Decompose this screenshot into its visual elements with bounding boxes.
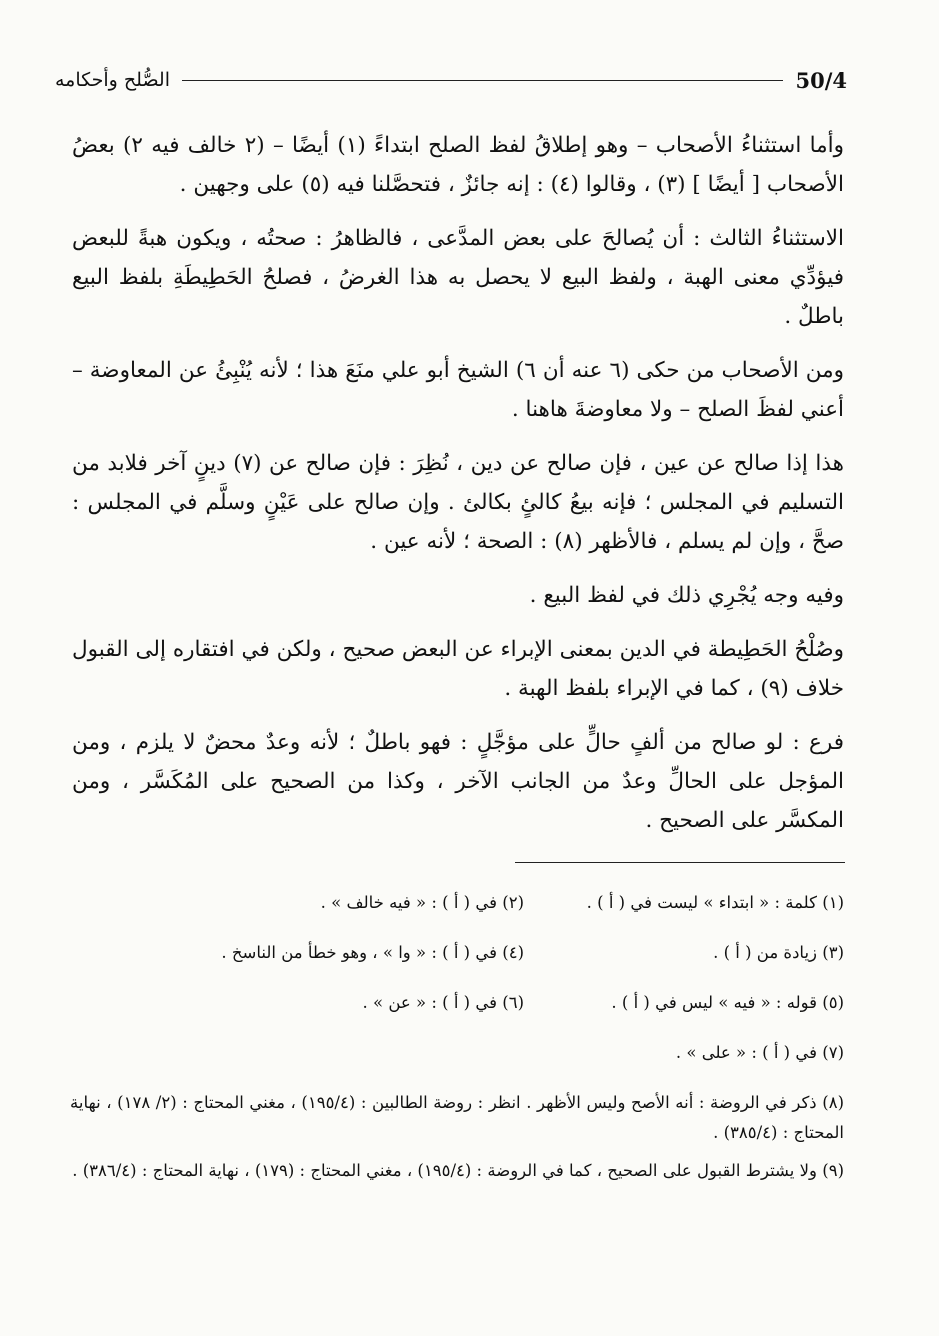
paragraph: وفيه وجه يُجْرِي ذلك في لفظ البيع . — [529, 583, 844, 608]
paragraph: هذا إذا صالح عن عين ، فإن صالح عن دين ، نُظِرَ : فإن صالح عن (٧) دينٍ آخر فلابد من التسليم في المجلس ؛ فإنه بيعُ كالئٍ بكالئ . وإن صالح على عَيْنٍ وسلَّم في المجلس : صحَّ ، وإن لم يسلم ، فالأظهر (٨) : الصحة ؛ لأنه عين . — [72, 451, 844, 554]
paragraph: ومن الأصحاب من حكى (٦ عنه أن ٦) الشيخ أبو علي منَعَ هذا ؛ لأنه يُنْبِئُ عن المعاوضة – أعني لفظَ الصلح – ولا معاوضةَ هاهنا . — [72, 358, 844, 422]
footnote-5: (٥) قوله : « فيه » ليس في ( أ ) . — [611, 993, 844, 1012]
footnote-6: (٦) في ( أ ) : « عن » . — [362, 993, 524, 1012]
paragraph: فرع : لو صالح من ألفٍ حالٍّ على مؤجَّلٍ : فهو باطلٌ ؛ لأنه وعدٌ محضٌ لا يلزم ، ومن المؤجل على الحالِّ وعدٌ من الجانب الآخر ، وكذا من الصحيح على المُكَسَّر ، ومن المكسَّر على الصحيح . — [72, 730, 844, 833]
header-rule — [182, 80, 784, 81]
footnote-separator — [515, 862, 845, 863]
footnotes — [70, 888, 844, 1194]
footnote-row — [70, 1038, 844, 1088]
footnote-row — [70, 938, 844, 988]
main-text — [72, 126, 844, 855]
footnote-row — [70, 988, 844, 1038]
running-title: الصُّلح وأحكامه — [55, 69, 170, 91]
footnote-4: (٤) في ( أ ) : « وا » ، وهو خطأ من الناسخ . — [221, 943, 524, 962]
page-header — [55, 62, 847, 98]
footnote-3: (٣) زيادة من ( أ ) . — [713, 943, 844, 962]
footnote-9: (٩) ولا يشترط القبول على الصحيح ، كما في الروضة : (١٩٥/٤) ، مغني المحتاج : (١٧٩) ، نهاية المحتاج : (٣٨٦/٤) . — [72, 1161, 844, 1180]
paragraph: الاستثناءُ الثالث : أن يُصالحَ على بعض المدَّعى ، فالظاهرُ : صحتُه ، ويكون هبةً للبعض فيؤدِّي معنى الهبة ، ولفظ البيع لا يحصل به هذا الغرضُ ، فصلحُ الحَطِيطَةِ بلفظ البيع باطلٌ . — [72, 226, 844, 329]
footnote-1: (١) كلمة : « ابتداء » ليست في ( أ ) . — [586, 893, 844, 912]
paragraph: وأما استثناءُ الأصحاب – وهو إطلاقُ لفظ الصلح ابتداءً (١) أيضًا – (٢ خالف فيه ٢) بعضُ الأصحاب [ أيضًا ] (٣) ، وقالوا (٤) : إنه جائزٌ ، فتحصَّلنا فيه (٥) على وجهين . — [72, 133, 845, 197]
footnote-8: (٨) ذكر في الروضة : أنه الأصح وليس الأظهر . انظر : روضة الطالبين : (١٩٥/٤) ، مغني المحتاج : (٢/ ١٧٨) ، نهاية المحتاج : (٣٨٥/٤) . — [70, 1093, 844, 1142]
page-number: 50/4 — [795, 67, 847, 93]
paragraph: وصُلْحُ الحَطِيطة في الدين بمعنى الإبراء عن البعض صحيح ، ولكن في افتقاره إلى القبول خلاف (٩) ، كما في الإبراء بلفظ الهبة . — [72, 637, 844, 701]
footnote-7: (٧) في ( أ ) : « على » . — [675, 1043, 844, 1062]
footnote-2: (٢) في ( أ ) : « فيه خالف » . — [320, 893, 524, 912]
footnote-row — [70, 888, 844, 938]
